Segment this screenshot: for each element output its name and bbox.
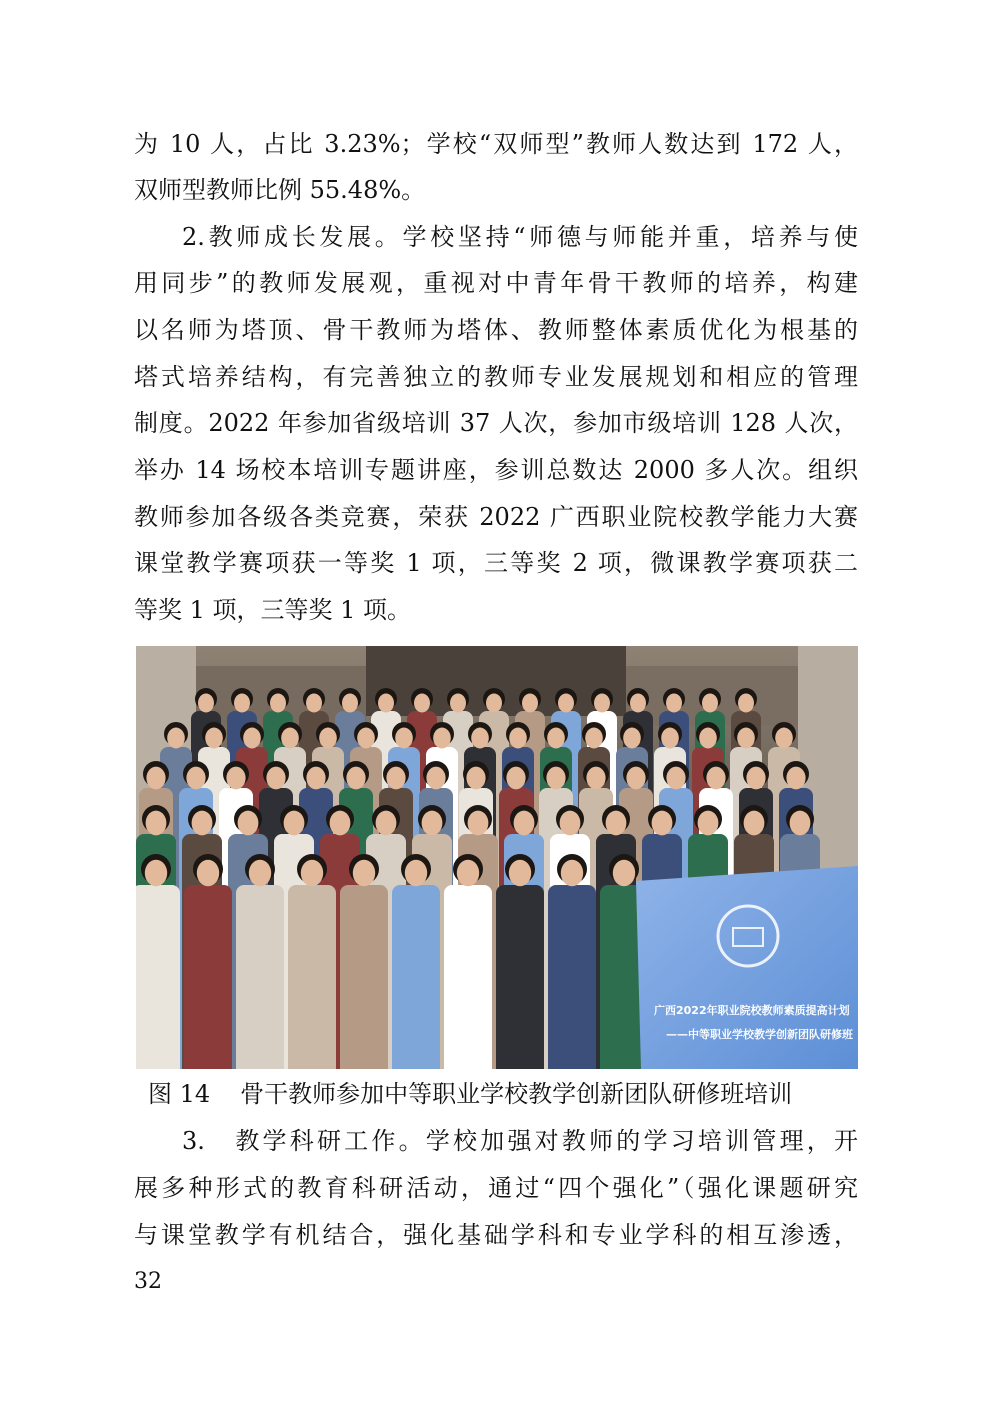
person-face (666, 694, 682, 713)
figure-caption-text: 骨干教师参加中等职业学校教学创新团队研修班培训 (240, 1080, 793, 1108)
person-face (226, 767, 245, 790)
person-face (281, 728, 299, 749)
person-face (319, 728, 337, 749)
person-body (392, 885, 440, 1069)
person-face (266, 767, 285, 790)
person-face (775, 728, 793, 749)
person-face (661, 728, 679, 749)
person-face (699, 728, 717, 749)
person-face (613, 860, 635, 887)
person-face (146, 811, 167, 836)
person-face (744, 811, 765, 836)
paragraph-line: 塔式培养结构，有完善独立的教师专业发展规划和相应的管理 (134, 363, 858, 391)
paragraph-line: 等奖 1 项，三等奖 1 项。 (134, 596, 412, 624)
person-face (197, 860, 219, 887)
person-face (330, 811, 351, 836)
person-face (422, 811, 443, 836)
person-face (192, 811, 213, 836)
person-face (306, 694, 322, 713)
person-body (184, 885, 232, 1069)
person-face (238, 811, 259, 836)
person-face (522, 694, 538, 713)
person-face (145, 860, 167, 887)
person-face (623, 728, 641, 749)
person-face (486, 694, 502, 713)
person-face (471, 728, 489, 749)
paragraph-line: 与课堂教学有机结合，强化基础学科和专业学科的相互渗透， (134, 1221, 858, 1249)
person-face (547, 728, 565, 749)
person-face (790, 811, 811, 836)
person-face (342, 694, 358, 713)
person-body (236, 885, 284, 1069)
person-face (594, 694, 610, 713)
person-face (561, 860, 583, 887)
person-face (243, 728, 261, 749)
person-face (270, 694, 286, 713)
paragraph-line: 课堂教学赛项获一等奖 1 项，三等奖 2 项，微课教学赛项获二 (134, 549, 858, 577)
person-face (284, 811, 305, 836)
person-body (136, 885, 180, 1069)
person-face (666, 767, 685, 790)
person-face (457, 860, 479, 887)
person-face (514, 811, 535, 836)
person-face (737, 728, 755, 749)
page-number: 32 (134, 1269, 162, 1294)
banner-line-2: ——中等职业学校教学创新团队研修班 (666, 1028, 853, 1041)
person-body (496, 885, 544, 1069)
person-body (444, 885, 492, 1069)
paragraph-line: 为 10 人，占比 3.23%；学校“双师型”教师人数达到 172 人， (134, 130, 858, 158)
person-face (466, 767, 485, 790)
person-face (585, 728, 603, 749)
person-face (426, 767, 445, 790)
person-face (746, 767, 765, 790)
person-face (405, 860, 427, 887)
paragraph-line: 2.教师成长发展。学校坚持“师德与师能并重，培养与使 (182, 223, 858, 251)
person-face (652, 811, 673, 836)
person-face (706, 767, 725, 790)
person-face (433, 728, 451, 749)
person-body (548, 885, 596, 1069)
figure-label: 图 14 (148, 1080, 211, 1108)
figure-caption (148, 1074, 848, 1114)
person-body (288, 885, 336, 1069)
person-face (698, 811, 719, 836)
person-face (586, 767, 605, 790)
team-banner (636, 866, 858, 1069)
person-face (468, 811, 489, 836)
person-face (738, 694, 754, 713)
person-face (357, 728, 375, 749)
person-face (346, 767, 365, 790)
banner-line-1: 广西2022年职业院校教师素质提高计划 (654, 1004, 850, 1017)
person-face (560, 811, 581, 836)
paragraph-line: 双师型教师比例 55.48%。 (134, 176, 426, 204)
paragraph-line: 教师参加各级各类竞赛，荣获 2022 广西职业院校教学能力大赛 (134, 503, 858, 531)
person-face (376, 811, 397, 836)
paragraph-line: 用同步”的教师发展观，重视对中青年骨干教师的培养，构建 (134, 269, 858, 297)
person-face (606, 811, 627, 836)
person-face (558, 694, 574, 713)
paragraph-line: 以名师为塔顶、骨干教师为塔体、教师整体素质优化为根基的 (134, 316, 858, 344)
person-face (198, 694, 214, 713)
paragraph-line: 制度。2022 年参加省级培训 37 人次，参加市级培训 128 人次， (134, 409, 858, 437)
person-face (395, 728, 413, 749)
person-face (146, 767, 165, 790)
person-face (205, 728, 223, 749)
person-face (702, 694, 718, 713)
person-face (450, 694, 466, 713)
person-face (626, 767, 645, 790)
person-face (249, 860, 271, 887)
person-face (506, 767, 525, 790)
paragraph-line: 展多种形式的教育科研活动，通过“四个强化”（强化课题研究 (134, 1174, 858, 1202)
person-face (306, 767, 325, 790)
person-face (414, 694, 430, 713)
person-face (546, 767, 565, 790)
paragraph-line: 3. 教学科研工作。学校加强对教师的学习培训管理，开 (182, 1127, 858, 1155)
person-face (167, 728, 185, 749)
person-face (234, 694, 250, 713)
group-photo (136, 646, 858, 1069)
person-face (301, 860, 323, 887)
person-body (340, 885, 388, 1069)
person-face (378, 694, 394, 713)
person-face (186, 767, 205, 790)
person-face (386, 767, 405, 790)
paragraph-line: 举办 14 场校本培训专题讲座，参训总数达 2000 多人次。组织 (134, 456, 858, 484)
person-face (630, 694, 646, 713)
person-face (509, 860, 531, 887)
person-face (353, 860, 375, 887)
person-face (509, 728, 527, 749)
person-face (786, 767, 805, 790)
